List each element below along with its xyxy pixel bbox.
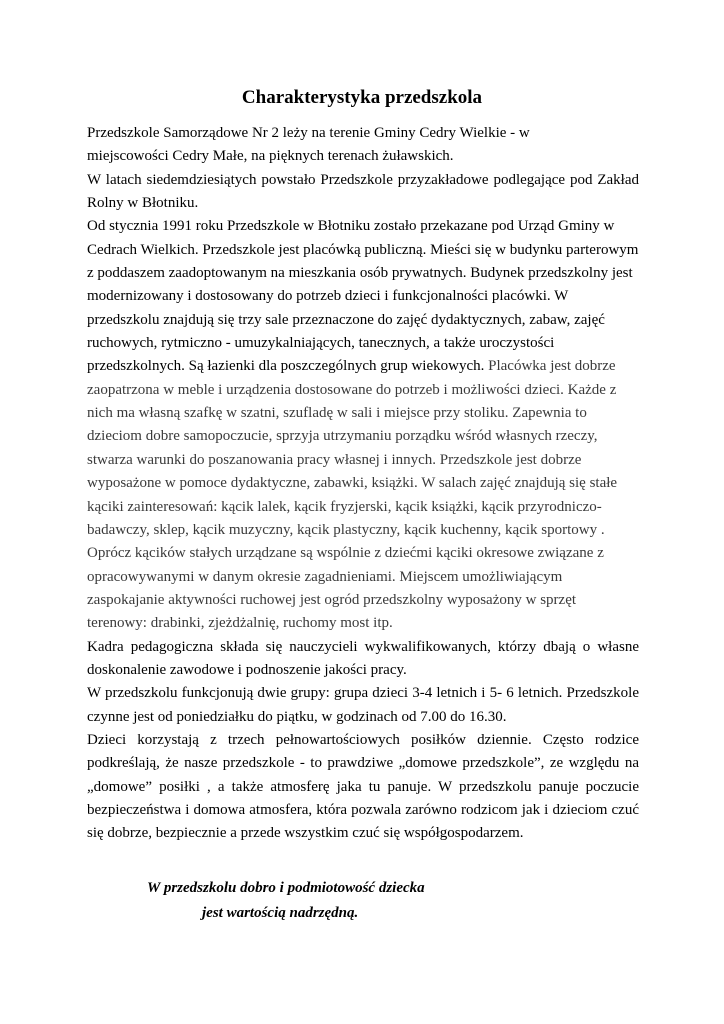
document-body xyxy=(87,122,639,846)
document-title: Charakterystyka przedszkola xyxy=(241,87,483,108)
paragraph-equipment: Placówka jest dobrze zaopatrzona w meble i urządzenia dostosowane do potrzeb i możliwości dzieci. Każde z nich ma własną szafkę w szatni, szufladę w sali i miejsce przy stoliku. Zapewnia to dzieciom dobre samopoczucie, sprzyja utrzymaniu porządku wśród własnych rzeczy, stwarza warunki do poszanowania pracy własnej i innych. Przedszkole jest dobrze wyposażone w pomoce dydaktyczne, zabawki, książki. W salach zajęć znajdują się stałe kąciki zainteresowań: kącik lalek, kącik fryzjerski, kącik książki, kącik przyrodniczo- badawczy, sklep, kącik muzyczny, kącik plastyczny, kącik kuchenny, kącik sportowy . Oprócz kącików stałych urządzane są wspólnie z dziećmi kąciki okresowe związane z opracowywanymi w danym okresie zagadnieniami. Miejscem umożliwiającym zaspokajanie aktywności ruchowej jest ogród przedszkolny wyposażony w sprzęt terenowy: drabinki, zjeżdżalnię, ruchomy most itp. xyxy=(87,358,618,632)
paragraph-staff: Kadra pedagogiczna składa się nauczycieli wykwalifikowanych, którzy dbają o własne doskonalenie zawodowe i podnoszenie jakości pracy. xyxy=(87,638,639,678)
paragraph-history: W latach siedemdziesiątych powstało Przedszkole przyzakładowe podlegające pod Zakład Rolny w Błotniku. xyxy=(87,171,639,212)
paragraph-meals: Dzieci korzystają z trzech pełnowartościowych posiłków dziennie. Często rodzice podkreślają, że nasze przedszkole - to prawdziwe „domowe przedszkole”, ze względu na „domowe” posiłki , a także atmosferę jaka tu panuje. W przedszkolu panuje poczucie bezpieczeństwa i domowa atmosfera, która pozwala zarówno rodzicom jak i dzieciom czuć się dobrze, bezpiecznie a przede wszystkim czuć się współgospodarzem. xyxy=(87,731,639,842)
motto-line-1: W przedszkolu dobro i podmiotowość dziecka xyxy=(147,880,425,896)
motto-line-2: jest wartością nadrzędną. xyxy=(202,905,359,921)
motto xyxy=(147,876,425,926)
paragraph-groups: W przedszkolu funkcjonują dwie grupy: grupa dzieci 3-4 letnich i 5- 6 letnich. Przedszkole czynne jest od poniedziałku do piątku, w godzinach od 7.00 do 16.30. xyxy=(87,685,639,725)
paragraph-location: Przedszkole Samorządowe Nr 2 leży na terenie Gminy Cedry Wielkie - w miejscowości Cedry Małe, na pięknych terenach żuławskich. xyxy=(87,125,530,165)
paragraph-building: Od stycznia 1991 roku Przedszkole w Błotniku zostało przekazane pod Urząd Gminy w Cedrach Wielkich. Przedszkole jest placówką publiczną. Mieści się w budynku parterowym z poddaszem zaadoptowanym na mieszkania osób prywatnych. Budynek przedszkolny jest modernizowany i dostosowany do potrzeb dzieci i funkcjonalności placówki. W przedszkolu znajdują się trzy sale przeznaczone do zajęć dydaktycznych, zabaw, zajęć ruchowych, rytmiczno - umuzykalniających, tanecznych, a także uroczystości przedszkolnych. Są łazienki dla poszczególnych grup wiekowych. xyxy=(87,218,639,375)
